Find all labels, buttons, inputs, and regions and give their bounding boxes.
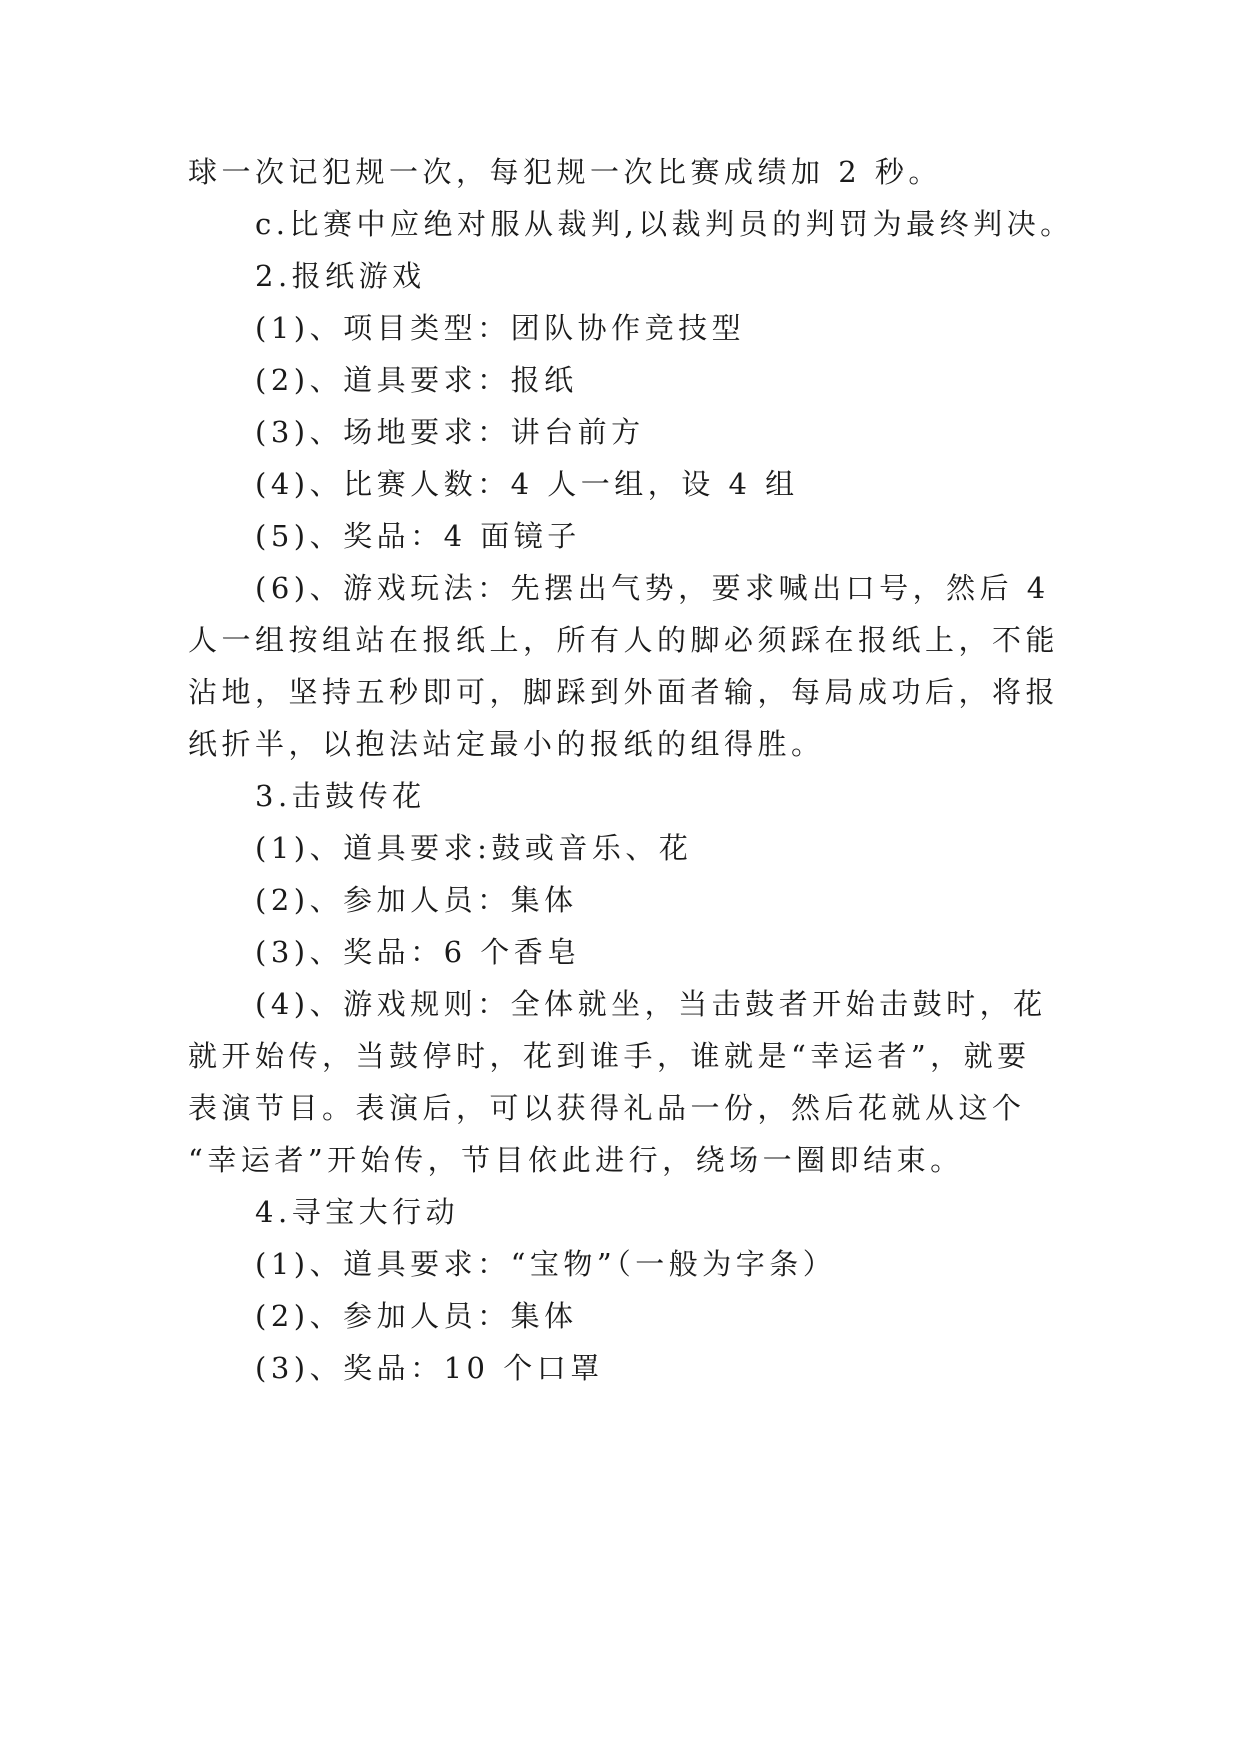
section-heading: 3.击鼓传花 (255, 779, 426, 813)
list-item: (1)、道具要求：“宝物”（一般为字条） (255, 1247, 837, 1281)
text-line: 表演节目。表演后，可以获得礼品一份，然后花就从这个 (188, 1091, 1026, 1125)
text-line: 人一组按组站在报纸上，所有人的脚必须踩在报纸上，不能 (188, 623, 1060, 657)
list-item: (5)、奖品：4 面镜子 (255, 519, 581, 553)
list-item: (6)、游戏玩法：先摆出气势，要求喊出口号，然后 4 (255, 571, 1050, 605)
list-item: (1)、道具要求:鼓或音乐、花 (255, 831, 693, 865)
section-heading: 2.报纸游戏 (255, 259, 426, 293)
text-line: 就开始传，当鼓停时，花到谁手，谁就是“幸运者”，就要 (188, 1039, 1031, 1073)
section-heading: 4.寻宝大行动 (255, 1195, 460, 1229)
list-item: (3)、奖品：10 个口罩 (255, 1351, 604, 1385)
text-line: c.比赛中应绝对服从裁判,以裁判员的判罚为最终判决。 (255, 207, 1074, 241)
text-line: 纸折半，以抱法站定最小的报纸的组得胜。 (188, 727, 825, 761)
list-item: (2)、道具要求：报纸 (255, 363, 578, 397)
list-item: (3)、场地要求：讲台前方 (255, 415, 645, 449)
list-item: (3)、奖品：6 个香皂 (255, 935, 581, 969)
list-item: (2)、参加人员：集体 (255, 883, 578, 917)
text-line: 沾地，坚持五秒即可，脚踩到外面者输，每局成功后，将报 (188, 675, 1060, 709)
text-line: 球一次记犯规一次，每犯规一次比赛成绩加 2 秒。 (188, 155, 942, 189)
list-item: (1)、项目类型：团队协作竞技型 (255, 311, 746, 345)
list-item: (2)、参加人员：集体 (255, 1299, 578, 1333)
text-line: “幸运者”开始传，节目依此进行，绕场一圈即结束。 (188, 1143, 964, 1177)
list-item: (4)、游戏规则：全体就坐，当击鼓者开始击鼓时，花 (255, 987, 1047, 1021)
list-item: (4)、比赛人数：4 人一组，设 4 组 (255, 467, 799, 501)
